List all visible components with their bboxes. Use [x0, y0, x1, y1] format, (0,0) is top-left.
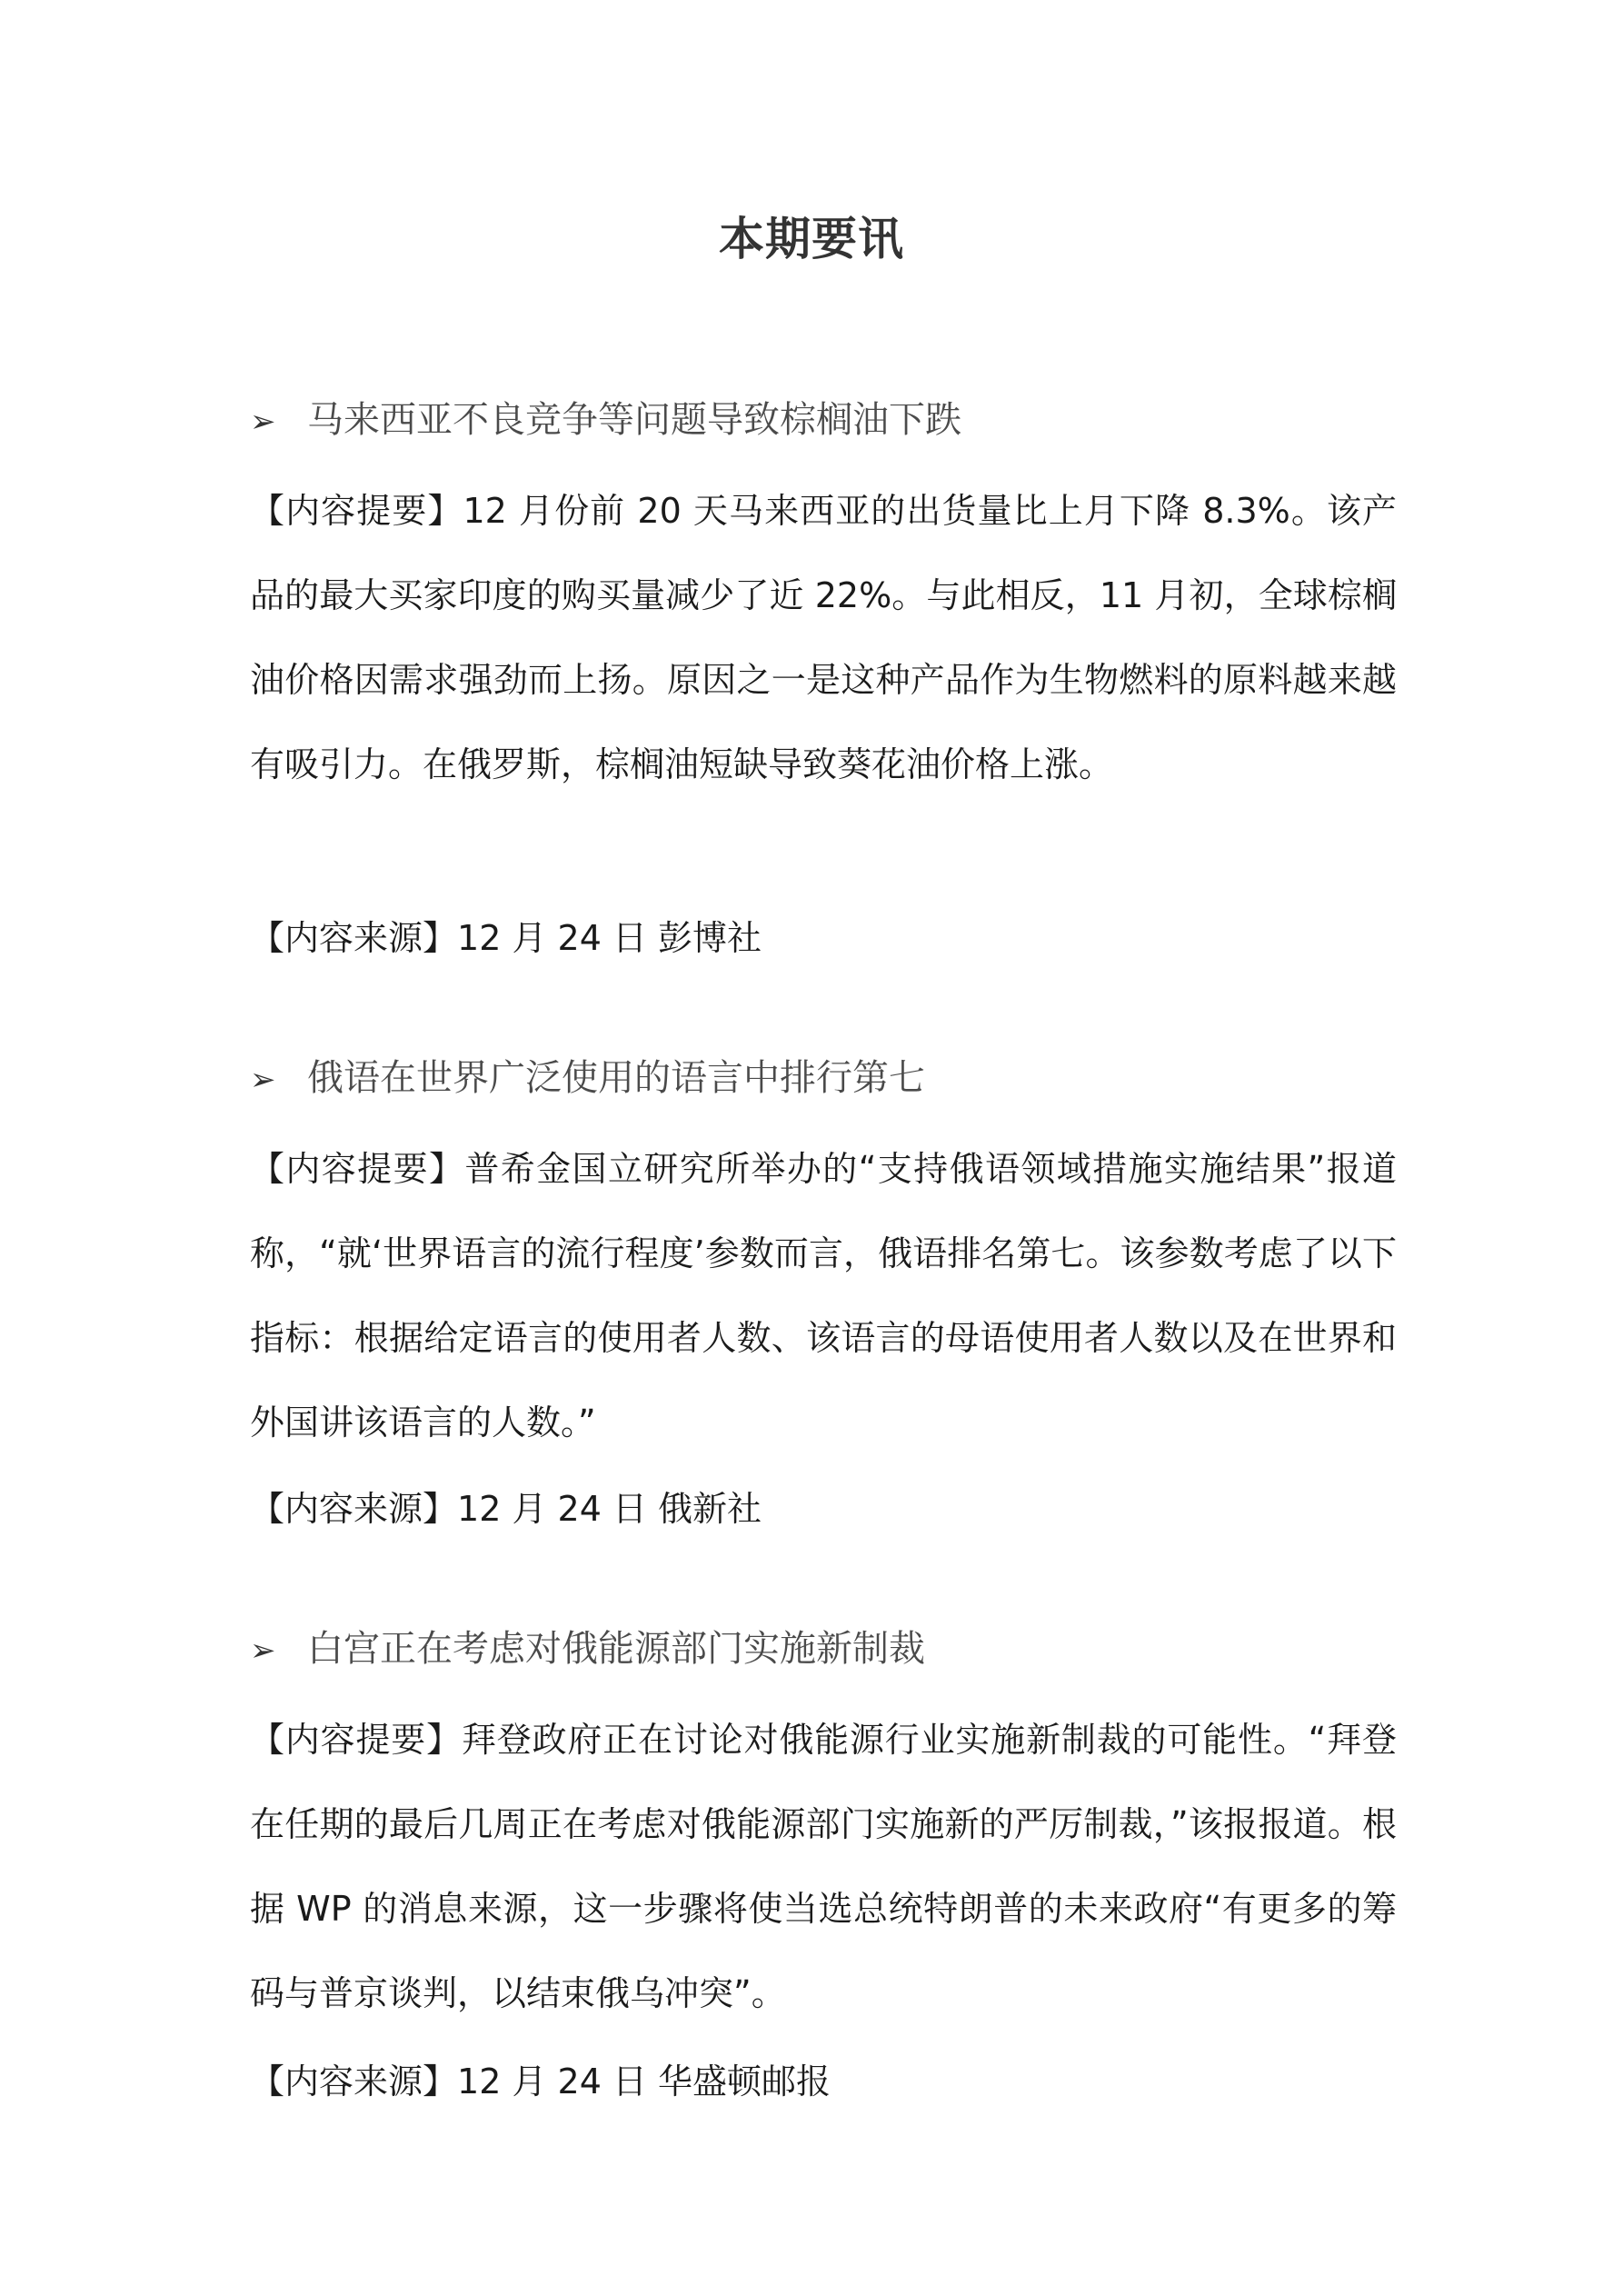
summary-text: 拜登政府正在讨论对俄能源行业实施新制裁的可能性。“拜登在任期的最后几周正在考虑对俄能源部门实施新的严厉制裁，”该报报道。根据 WP 的消息来源，这一步骤将使当选总统特朗普的未来政府“有更多的筹码与普京谈判，以结束俄乌冲突”。	[250, 1720, 1397, 2013]
page-title: 本期要讯	[719, 213, 904, 265]
source-text: 12 月 24 日 彭博社	[457, 918, 762, 958]
news-headline-text: 俄语在世界广泛使用的语言中排行第七	[307, 1057, 925, 1099]
summary-tag: 【内容提要】	[250, 1720, 462, 1760]
news-source	[250, 2054, 1397, 2109]
summary-tag: 【内容提要】	[250, 1149, 465, 1189]
source-text: 12 月 24 日 华盛顿邮报	[457, 2061, 831, 2101]
news-summary	[250, 1127, 1397, 1465]
news-headline	[250, 1051, 1395, 1105]
news-headline-text: 白宫正在考虑对俄能源部门实施新制裁	[307, 1628, 925, 1670]
source-tag: 【内容来源】	[250, 918, 458, 958]
source-text: 12 月 24 日 俄新社	[457, 1489, 762, 1529]
summary-text: 12 月份前 20 天马来西亚的出货量比上月下降 8.3%。该产品的最大买家印度的购买量减少了近 22%。与此相反，11 月初，全球棕榈油价格因需求强劲而上扬。原因之一是这种产品作为生物燃料的原料越来越有吸引力。在俄罗斯，棕榈油短缺导致葵花油价格上涨。	[250, 491, 1397, 784]
summary-tag: 【内容提要】	[250, 491, 463, 531]
news-source	[250, 1482, 1397, 1536]
news-summary	[250, 469, 1397, 807]
news-headline	[250, 1622, 1395, 1676]
news-summary	[250, 1698, 1397, 2036]
source-tag: 【内容来源】	[250, 2061, 458, 2101]
summary-text: 普希金国立研究所举办的“支持俄语领域措施实施结果”报道称，“就‘世界语言的流行程度’参数而言，俄语排名第七。该参数考虑了以下指标：根据给定语言的使用者人数、该语言的母语使用者人数以及在世界和外国讲该语言的人数。”	[250, 1149, 1397, 1442]
news-headline-text: 马来西亚不良竞争等问题导致棕榈油下跌	[307, 399, 961, 441]
arrow-bullet-icon: ➢	[250, 404, 276, 440]
arrow-bullet-icon: ➢	[250, 1632, 276, 1669]
arrow-bullet-icon: ➢	[250, 1062, 276, 1098]
source-tag: 【内容来源】	[250, 1489, 458, 1529]
news-headline	[250, 393, 1395, 447]
news-source	[250, 911, 1397, 965]
